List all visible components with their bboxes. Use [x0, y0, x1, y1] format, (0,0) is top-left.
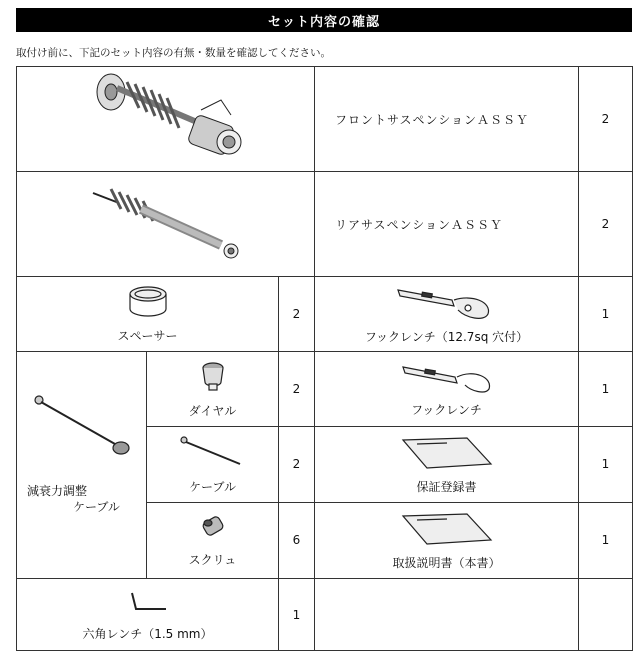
hook-wrench-illustration — [397, 361, 497, 395]
dial-cell — [147, 352, 279, 427]
manual-qty: 1 — [579, 502, 633, 578]
hook-wrench-127-illustration — [392, 284, 502, 322]
front-image-cell — [17, 67, 315, 172]
warranty-cell — [315, 427, 579, 502]
parts-table — [16, 66, 633, 651]
warranty-name: 保証登録書 — [416, 479, 477, 494]
hook-wrench-qty: 1 — [579, 352, 633, 427]
hook-wrench-cell — [315, 352, 579, 427]
cable-illustration — [178, 434, 248, 470]
cable-cell — [147, 427, 279, 502]
hex-wrench-cell — [17, 579, 279, 651]
cable-name: ケーブル — [189, 479, 236, 494]
dial-qty: 2 — [279, 352, 315, 427]
hook-wrench-name: フックレンチ — [411, 402, 482, 417]
hex-wrench-name: 六角レンチ（1.5 mm） — [82, 627, 213, 641]
manual-name: 取扱説明書（本書） — [392, 555, 501, 570]
front-suspension-illustration — [81, 70, 251, 168]
warranty-qty: 1 — [579, 427, 633, 502]
screw-qty: 6 — [279, 502, 315, 578]
manual-illustration — [397, 510, 497, 548]
intro-text: 取付け前に、下記のセット内容の有無・数量を確認してください。 — [16, 47, 331, 59]
hook-wrench-127-cell — [315, 277, 579, 352]
damper-cable-group-cell — [17, 352, 147, 579]
spacer-name: スペーサー — [117, 328, 178, 343]
rear-image-cell — [17, 172, 315, 277]
dial-name: ダイヤル — [188, 403, 237, 418]
table-row — [17, 579, 633, 651]
front-suspension-name: フロントサスペンションＡＳＳＹ — [315, 67, 579, 172]
hex-wrench-illustration — [126, 587, 170, 615]
warranty-card-illustration — [397, 434, 497, 472]
damper-cable-illustration — [29, 392, 139, 462]
spacer-illustration — [126, 285, 170, 319]
screw-cell — [147, 502, 279, 578]
hook-wrench-127-qty: 1 — [579, 277, 633, 352]
rear-suspension-name: リアサスペンションＡＳＳＹ — [315, 172, 579, 277]
spacer-qty: 2 — [279, 277, 315, 352]
hex-wrench-qty: 1 — [279, 579, 315, 651]
front-suspension-qty: 2 — [579, 67, 633, 172]
empty-cell — [315, 579, 579, 651]
table-row — [17, 277, 633, 352]
screw-illustration — [198, 513, 228, 543]
table-row — [17, 67, 633, 172]
rear-suspension-qty: 2 — [579, 172, 633, 277]
damper-cable-label-1: 減衰力調整 — [27, 484, 88, 498]
screw-name: スクリュ — [188, 552, 237, 567]
page-header: セット内容の確認 — [16, 8, 632, 32]
manual-cell — [315, 502, 579, 578]
table-row — [17, 352, 633, 427]
damper-cable-label-2: ケーブル — [73, 500, 120, 514]
table-row — [17, 172, 633, 277]
rear-suspension-illustration — [81, 175, 251, 273]
spacer-cell — [17, 277, 279, 352]
empty-qty-cell — [579, 579, 633, 651]
hook-wrench-127-name: フックレンチ（12.7sq 穴付） — [364, 329, 529, 344]
cable-qty: 2 — [279, 427, 315, 502]
dial-illustration — [196, 360, 230, 394]
